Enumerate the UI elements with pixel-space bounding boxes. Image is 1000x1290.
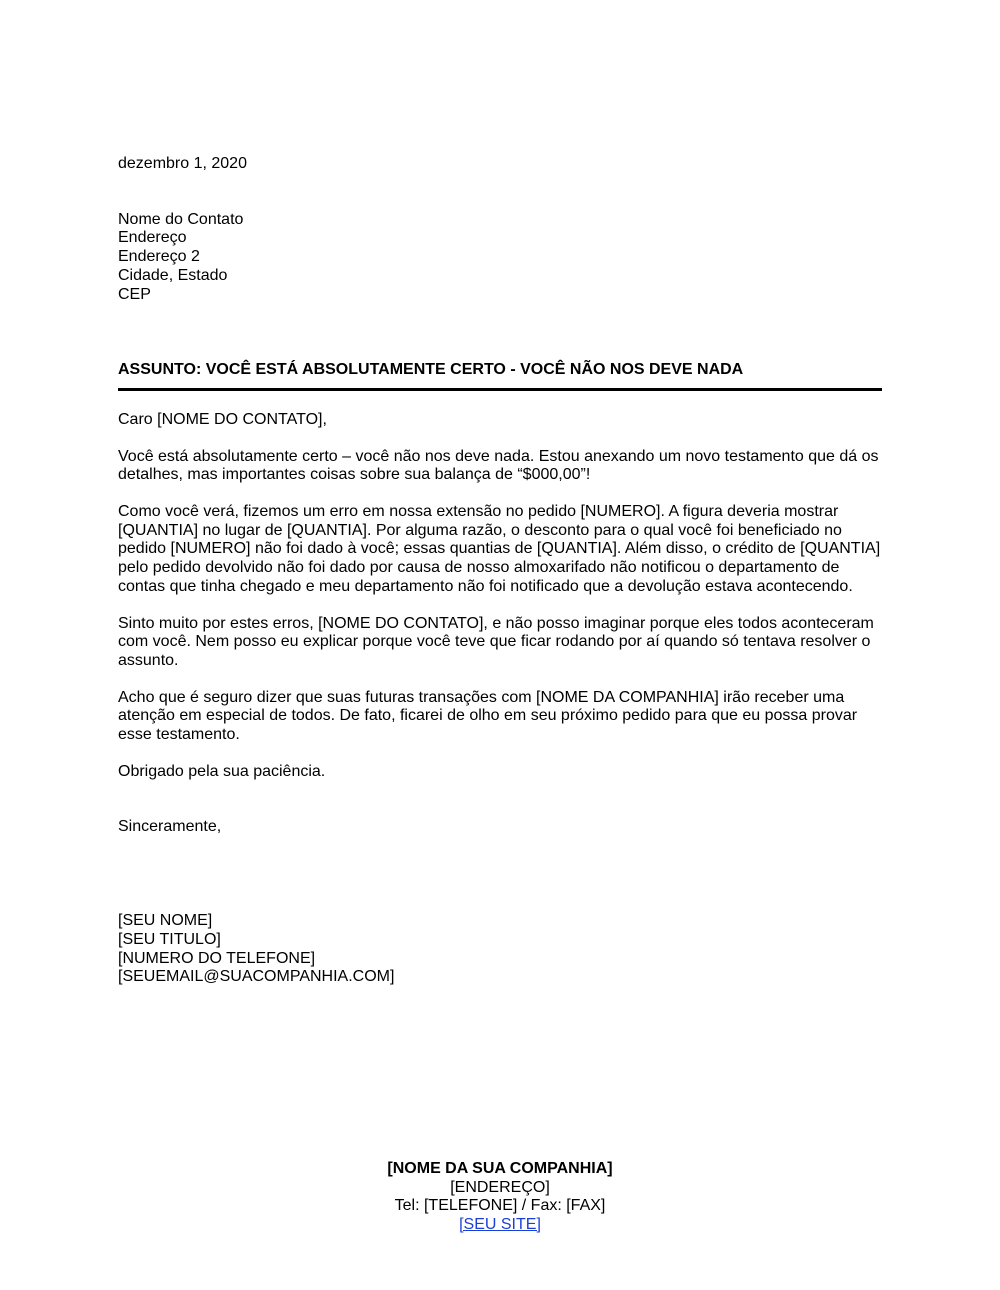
body-paragraph-4 <box>118 689 882 745</box>
body-paragraph-5 <box>118 763 882 782</box>
salutation: Caro [NOME DO CONTATO], <box>118 410 327 428</box>
recipient-address-line-1: Endereço <box>118 229 187 247</box>
footer-contact: Tel: [TELEFONE] / Fax: [FAX] <box>394 1197 606 1215</box>
footer-address: [ENDEREÇO] <box>450 1178 550 1196</box>
recipient-name: Nome do Contato <box>118 210 244 228</box>
paragraph-text: Sinto muito por estes erros, [NOME DO CONTATO], e não posso imaginar porque eles todos aconteceram com você. Nem posso eu explicar porque você teve que ficar rodando por aí quando só tentava resolver o assunto. <box>118 614 874 669</box>
footer-site-link[interactable]: [SEU SITE] <box>459 1216 541 1234</box>
letterhead-footer <box>0 1160 1000 1235</box>
signature-name: [SEU NOME] <box>118 912 213 930</box>
recipient-zip: CEP <box>118 285 151 303</box>
body-paragraph-2 <box>118 503 882 597</box>
letter-date: dezembro 1, 2020 <box>118 155 247 172</box>
recipient-address <box>118 211 882 305</box>
subject-line: ASSUNTO: VOCÊ ESTÁ ABSOLUTAMENTE CERTO - VOCÊ NÃO NOS DEVE NADA <box>118 361 882 391</box>
signature-phone: [NUMERO DO TELEFONE] <box>118 949 316 967</box>
paragraph-text: Como você verá, fizemos um erro em nossa extensão no pedido [NUMERO]. A figura deveria mostrar [QUANTIA] no lugar de [QUANTIA]. Por alguma razão, o desconto para o qual você foi beneficiado no pedido [NUMERO] não foi dado à você; essas quantias de [QUANTIA]. Além disso, o crédito de [QUANTIA] pelo pedido devolvido não foi dado por causa de nosso almoxarifado não notificou o departamento de contas que tinha chegado e meu departamento não foi notificado que a devolução estava acontecendo. <box>118 503 881 595</box>
body-paragraph-1 <box>118 448 882 485</box>
footer-company-name: [NOME DA SUA COMPANHIA] <box>387 1160 613 1177</box>
paragraph-text: Acho que é seguro dizer que suas futuras transações com [NOME DA COMPANHIA] irão receber uma atenção em especial de todos. De fato, ficarei de olho em seu próximo pedido para que eu possa provar esse testamento. <box>118 688 858 744</box>
closing: Sinceramente, <box>118 818 222 836</box>
signature-email: [SEUEMAIL@SUACOMPANHIA.COM] <box>118 968 395 986</box>
letter-body <box>118 155 882 987</box>
recipient-address-line-2: Endereço 2 <box>118 248 200 266</box>
signature-block <box>118 912 882 987</box>
recipient-city-state: Cidade, Estado <box>118 266 228 284</box>
paragraph-text: Você está absolutamente certo – você não nos deve nada. Estou anexando um novo testamento que dá os detalhes, mas importantes coisas sobre sua balança de “$000,00”! <box>118 447 879 484</box>
signature-title: [SEU TITULO] <box>118 930 221 948</box>
paragraph-text: Obrigado pela sua paciência. <box>118 762 326 780</box>
body-paragraph-3 <box>118 615 882 671</box>
